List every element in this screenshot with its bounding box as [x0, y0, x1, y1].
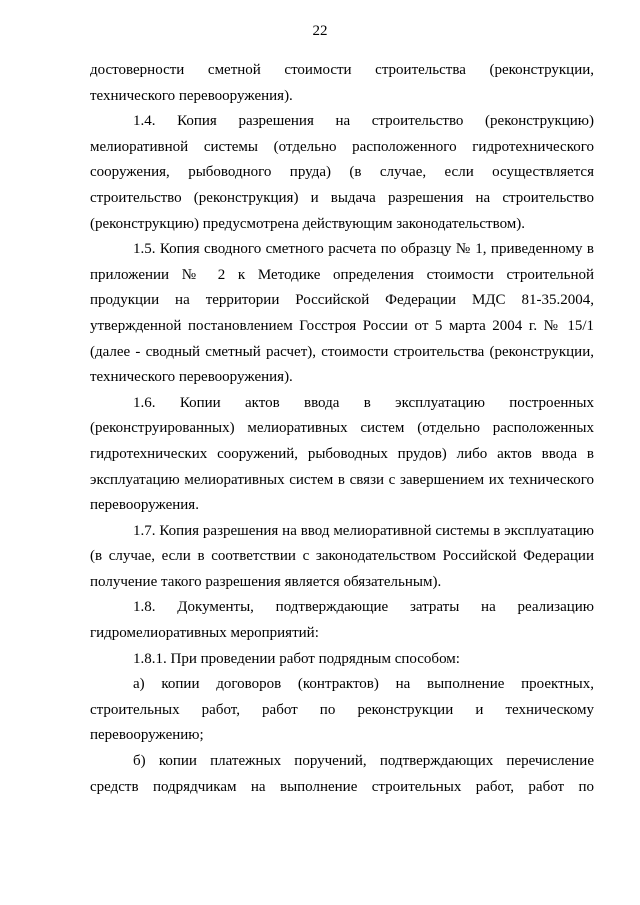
text-line: 1.4. Копия разрешения на строительство (реконструкцию)	[133, 113, 594, 130]
document-body	[90, 58, 594, 800]
text-line: (далее - сводный сметный расчет), стоимости строительства (реконструкции,	[90, 343, 594, 360]
text-line: перевооружению;	[90, 727, 204, 744]
text-line: сооружения, рыбоводного пруда) (в случае, если осуществляется	[90, 164, 594, 181]
text-line: 1.6. Копии актов ввода в эксплуатацию построенных	[133, 394, 594, 411]
text-line: 1.8.1. При проведении работ подрядным способом:	[133, 650, 460, 667]
text-line: средств подрядчикам на выполнение строительных работ, работ по	[90, 778, 594, 795]
text-line: эксплуатацию мелиоративных систем в связи с завершением их технического	[90, 471, 594, 488]
text-line: 1.7. Копия разрешения на ввод мелиоративной системы в эксплуатацию	[133, 522, 594, 539]
text-line: (реконструированных) мелиоративных систем (отдельно расположенных	[90, 420, 594, 437]
text-line: б) копии платежных поручений, подтверждающих перечисление	[133, 753, 594, 770]
text-line: строительных работ, работ по реконструкции и техническому	[90, 701, 594, 718]
text-line: перевооружения.	[90, 497, 199, 514]
text-line: гидромелиоративных мероприятий:	[90, 625, 319, 642]
text-line: технического перевооружения).	[90, 369, 293, 386]
text-line: мелиоративной системы (отдельно расположенного гидротехнического	[90, 138, 594, 155]
text-line: (реконструкцию) предусмотрена действующим законодательством).	[90, 215, 526, 232]
page-number: 22	[312, 23, 328, 39]
text-line: продукции на территории Российской Федерации МДС 81-35.2004,	[90, 292, 594, 309]
text-line: получение такого разрешения является обязательным).	[90, 573, 442, 590]
text-line: технического перевооружения).	[90, 87, 293, 104]
text-line: гидротехнических сооружений, рыбоводных прудов) либо актов ввода в	[90, 445, 594, 462]
text-line: утвержденной постановлением Госстроя России от 5 марта 2004 г. № 15/1	[90, 317, 594, 334]
text-line: строительство (реконструкция) и выдача разрешения на строительство	[90, 189, 594, 206]
text-line: а) копии договоров (контрактов) на выполнение проектных,	[133, 676, 594, 693]
text-line: достоверности сметной стоимости строительства (реконструкции,	[90, 62, 594, 78]
text-line: 1.5. Копия сводного сметного расчета по образцу № 1, приведенному в	[133, 241, 594, 258]
text-line: 1.8. Документы, подтверждающие затраты на реализацию	[133, 599, 594, 616]
text-line: приложении № 2 к Методике определения стоимости строительной	[90, 266, 594, 283]
text-line: (в случае, если в соответствии с законодательством Российской Федерации	[90, 548, 594, 565]
